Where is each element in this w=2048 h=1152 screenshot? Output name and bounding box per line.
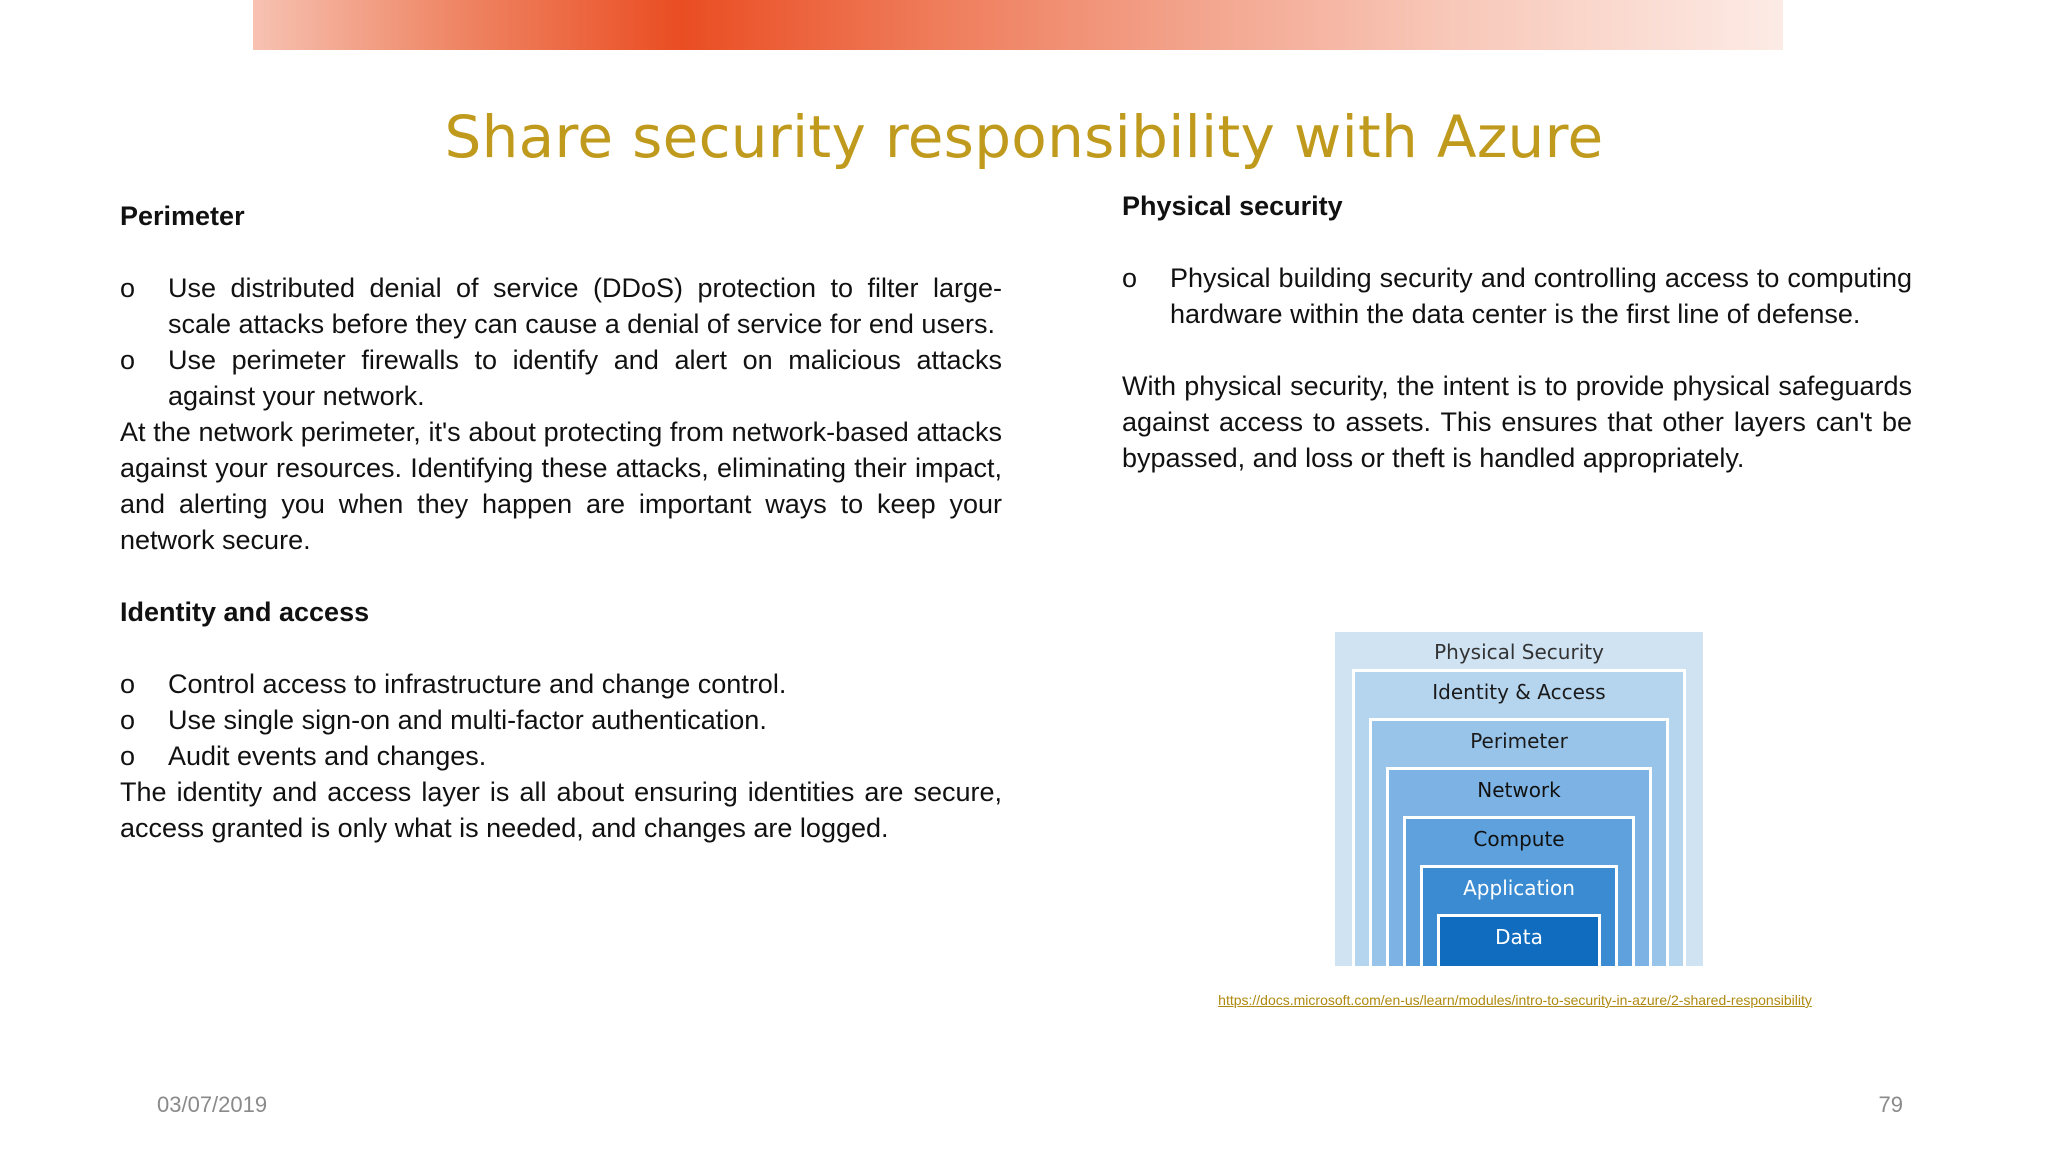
perimeter-heading: Perimeter: [120, 201, 245, 231]
defense-in-depth-diagram: [1335, 632, 1703, 966]
list-item: [120, 342, 1002, 414]
left-column: [120, 198, 1002, 846]
header-gradient-banner: [253, 0, 1783, 50]
bullet-circle-icon: o: [120, 273, 136, 303]
diagram-layer-label: Compute: [1473, 827, 1565, 851]
bullet-text: Audit events and changes.: [168, 741, 487, 771]
bullet-text: Use perimeter firewalls to identify and alert on malicious attacks against your network.: [168, 345, 1002, 411]
bullet-text: Physical building security and controlling access to computing hardware within the data center is the first line of defense.: [1170, 263, 1912, 329]
right-column: [1122, 188, 1912, 476]
bullet-text: Use single sign-on and multi-factor authentication.: [168, 705, 767, 735]
diagram-layer-label: Network: [1477, 778, 1561, 802]
bullet-circle-icon: o: [120, 345, 136, 375]
list-item: [120, 702, 1002, 738]
bullet-circle-icon: o: [120, 705, 136, 735]
list-item: [120, 270, 1002, 342]
perimeter-bullet-list: [120, 270, 1002, 414]
diagram-layer-label: Identity & Access: [1432, 680, 1606, 704]
diagram-layer: [1437, 914, 1601, 966]
bullet-circle-icon: o: [1122, 263, 1138, 293]
perimeter-paragraph: At the network perimeter, it's about protecting from network-based attacks against your resources. Identifying these attacks, eliminating their impact, and alerting you when they happen are important ways to keep your network secure.: [120, 417, 1002, 555]
identity-paragraph: The identity and access layer is all about ensuring identities are secure, access granted is only what is needed, and changes are logged.: [120, 777, 1002, 843]
list-item: [120, 738, 1002, 774]
diagram-layer-label: Application: [1463, 876, 1575, 900]
diagram-layer-label: Perimeter: [1470, 729, 1568, 753]
identity-heading: Identity and access: [120, 597, 370, 627]
diagram-layer-label: Data: [1495, 925, 1543, 949]
slide-title: Share security responsibility with Azure: [444, 102, 1604, 171]
physical-security-heading: Physical security: [1122, 191, 1343, 221]
footer-date: 03/07/2019: [157, 1092, 268, 1117]
physical-paragraph: With physical security, the intent is to provide physical safeguards against access to assets. This ensures that other layers can't be bypassed, and loss or theft is handled appropriately.: [1122, 371, 1912, 473]
identity-bullet-list: [120, 666, 1002, 774]
bullet-text: Use distributed denial of service (DDoS) protection to filter large-scale attacks before they can cause a denial of service for end users.: [168, 273, 1002, 339]
list-item: [120, 666, 1002, 702]
physical-bullet-list: [1122, 260, 1912, 332]
list-item: [1122, 260, 1912, 332]
page-number: 79: [1878, 1092, 1903, 1117]
bullet-text: Control access to infrastructure and change control.: [168, 669, 787, 699]
source-link[interactable]: https://docs.microsoft.com/en-us/learn/modules/intro-to-security-in-azure/2-shared-responsibility: [1218, 992, 1812, 1008]
diagram-layer-label: Physical Security: [1434, 640, 1604, 664]
bullet-circle-icon: o: [120, 741, 136, 771]
bullet-circle-icon: o: [120, 669, 136, 699]
